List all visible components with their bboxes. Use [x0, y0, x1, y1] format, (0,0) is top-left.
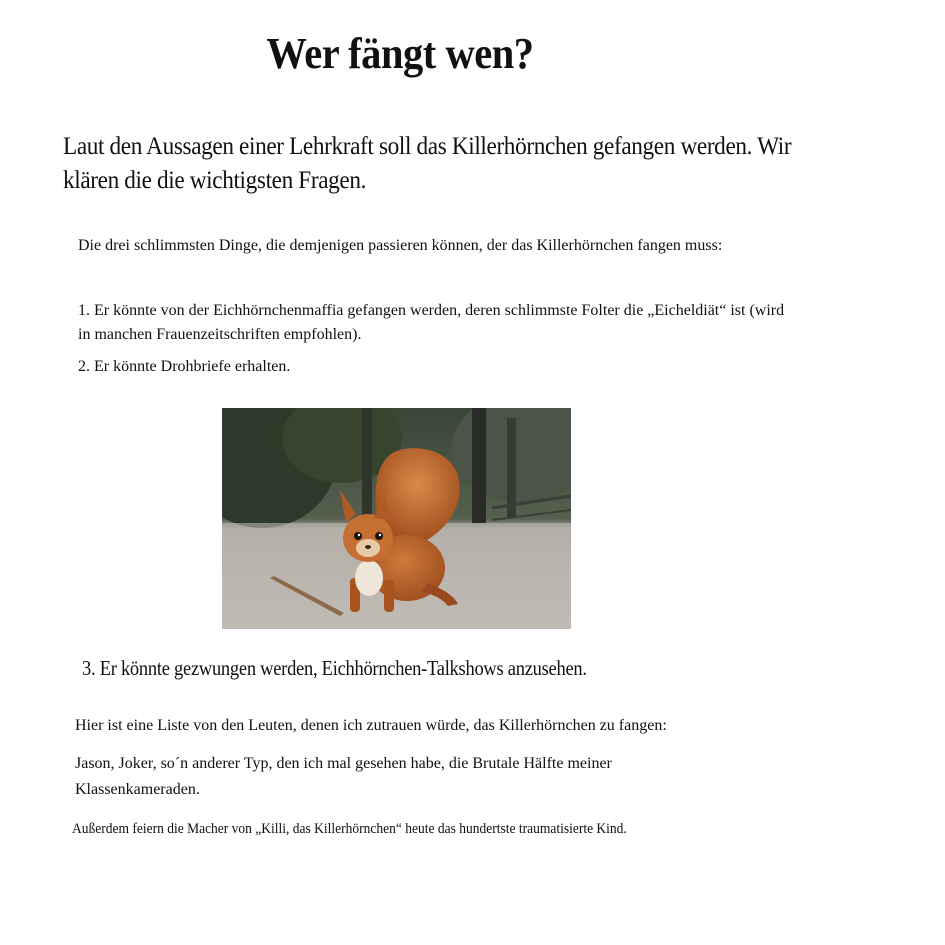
page-title: Wer fängt wen?: [266, 29, 534, 78]
squirrel-photo: [222, 408, 571, 629]
list-item-1: 1. Er könnte von der Eichhörnchenmaffia gefangen werden, deren schlimmste Folter die „Eicheldiät“ ist (wird in manchen Frauenzeitschriften empfohlen).: [78, 302, 785, 343]
intro-paragraph: Laut den Aussagen einer Lehrkraft soll das Killerhörnchen gefangen werden. Wir klären die die wichtigsten Fragen.: [63, 133, 792, 194]
list-item-2: 2. Er könnte Drohbriefe erhalten.: [78, 358, 291, 375]
list-item-3: 3. Er könnte gezwungen werden, Eichhörnchen-Talkshows anzusehen.: [82, 656, 587, 680]
list-intro-text: Die drei schlimmsten Dinge, die demjenigen passieren können, der das Killerhörnchen fangen muss:: [78, 237, 723, 254]
catcher-list-names: Jason, Joker, so´n anderer Typ, den ich mal gesehen habe, die Brutale Hälfte meiner Klassenkameraden.: [75, 755, 612, 798]
catcher-list-intro: Hier ist eine Liste von den Leuten, denen ich zutrauen würde, das Killerhörnchen zu fangen:: [75, 717, 667, 734]
closing-note: Außerdem feiern die Macher von „Killi, das Killerhörnchen“ heute das hundertste traumatisierte Kind.: [72, 821, 627, 837]
